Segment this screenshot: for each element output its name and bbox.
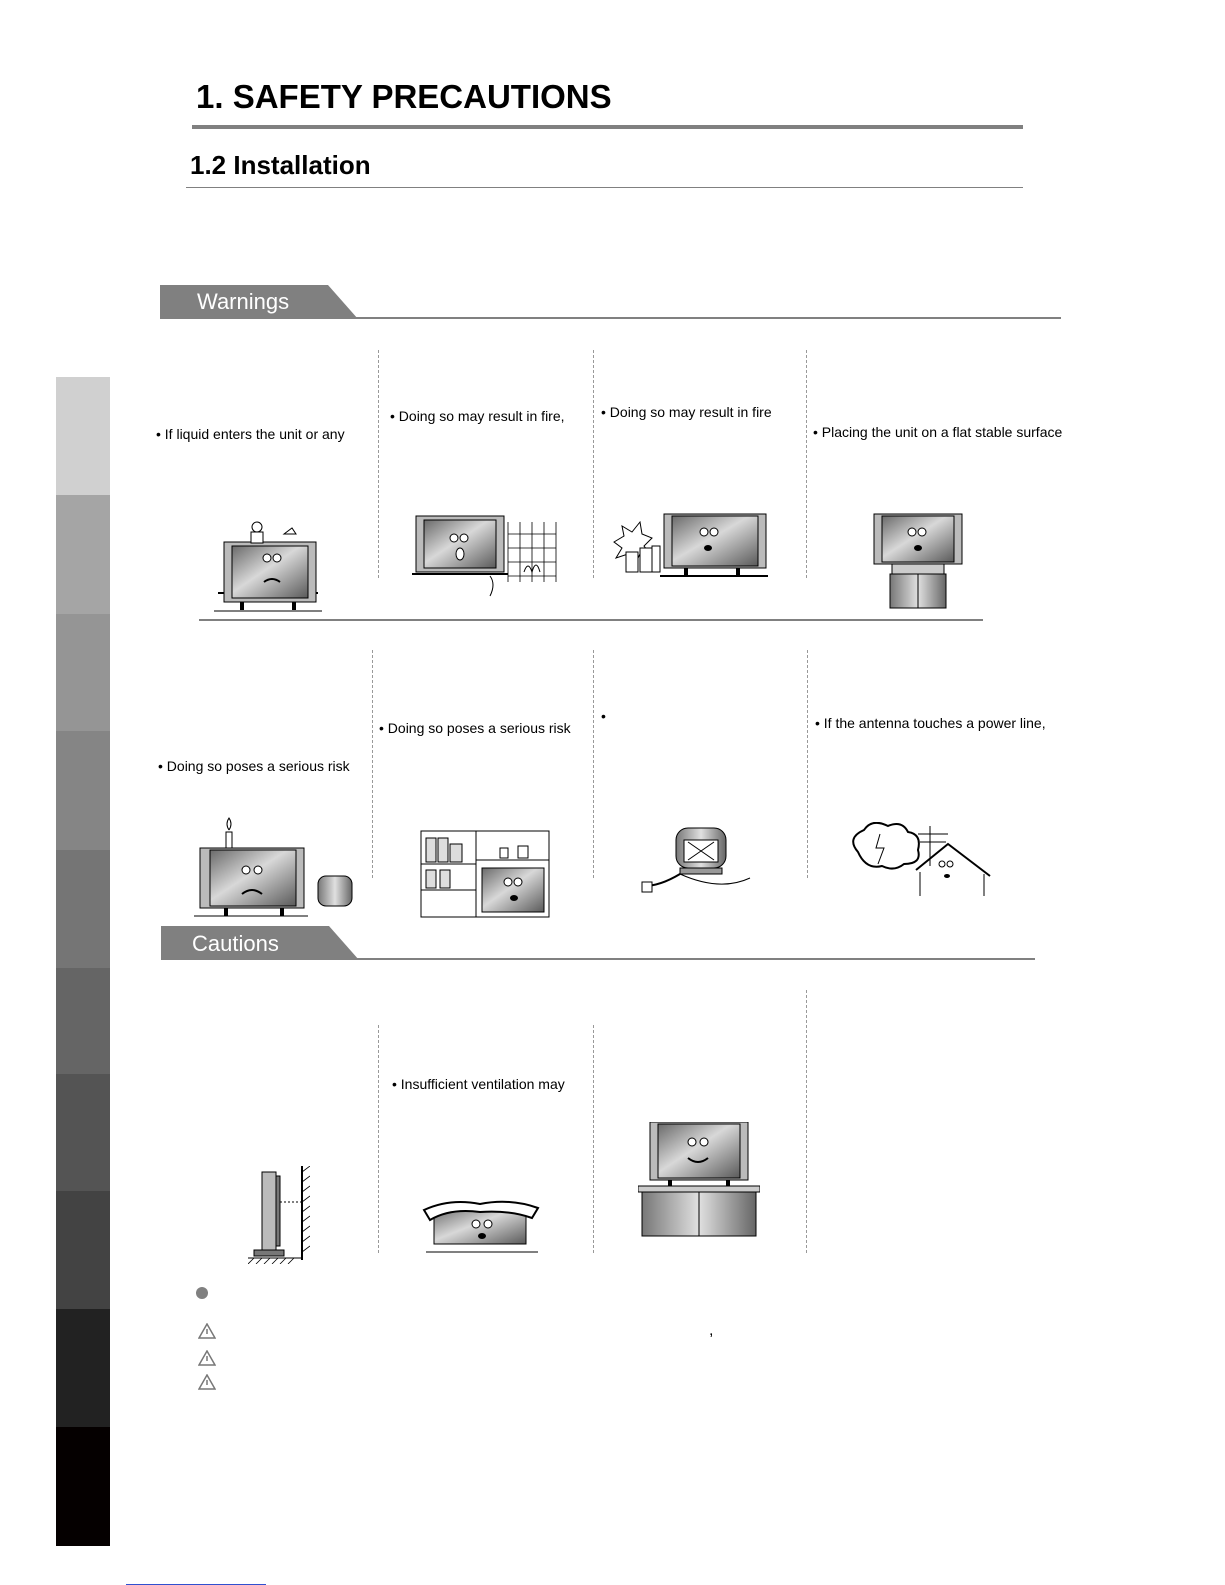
warning-item-power-cord: • bbox=[601, 708, 606, 724]
stray-comma: , bbox=[709, 1322, 714, 1339]
warning-triangle-icon bbox=[198, 1374, 216, 1390]
separator bbox=[593, 1025, 594, 1253]
tab-swatch-7 bbox=[56, 1074, 110, 1191]
warning-item-candle: • Doing so poses a serious risk bbox=[158, 758, 350, 774]
tv-on-stand-icon bbox=[872, 512, 964, 610]
tab-swatch-6 bbox=[56, 968, 110, 1074]
tv-with-vase-icon bbox=[214, 520, 329, 615]
separator bbox=[807, 650, 808, 878]
separator bbox=[378, 1025, 379, 1253]
tab-swatch-4 bbox=[56, 731, 110, 850]
separator bbox=[372, 650, 373, 878]
warnings-rule bbox=[355, 317, 1061, 319]
separator bbox=[806, 350, 807, 578]
warning-item-stable-surface: • Placing the unit on a flat stable surface bbox=[813, 424, 1063, 440]
title-rule bbox=[192, 125, 1023, 129]
tv-with-candle-heater-icon bbox=[190, 808, 358, 920]
page-title: 1. SAFETY PRECAUTIONS bbox=[196, 78, 612, 115]
caution-item-ventilation: • Insufficient ventilation may bbox=[392, 1076, 565, 1092]
warning-item-antenna: • If the antenna touches a power line, bbox=[815, 715, 1046, 731]
tab-swatch-8 bbox=[56, 1191, 110, 1309]
tv-side-wall-icon bbox=[248, 1166, 310, 1264]
tv-on-cabinet-icon bbox=[638, 1122, 760, 1238]
tab-swatch-2 bbox=[56, 495, 110, 614]
warning-item-chemicals: • Doing so may result in fire bbox=[601, 404, 772, 420]
separator bbox=[593, 650, 594, 878]
warning-item-fire: • Doing so may result in fire, bbox=[390, 408, 565, 424]
warning-triangle-icon bbox=[198, 1350, 216, 1366]
section-title: 1.2 Installation bbox=[190, 150, 371, 180]
warning-item-liquid: • If liquid enters the unit or any bbox=[156, 426, 345, 442]
row-separator bbox=[199, 619, 983, 621]
cautions-rule bbox=[356, 958, 1035, 960]
bullet-dot-icon bbox=[196, 1287, 208, 1299]
tab-swatch-5 bbox=[56, 850, 110, 968]
tv-near-water-fire-icon bbox=[408, 512, 558, 597]
cautions-label: Cautions bbox=[192, 931, 279, 956]
antenna-storm-house-icon bbox=[844, 822, 996, 898]
section-rule bbox=[186, 187, 1023, 188]
tab-swatch-3 bbox=[56, 614, 110, 731]
warnings-label: Warnings bbox=[197, 289, 290, 314]
warning-item-enclosed: • Doing so poses a serious risk bbox=[379, 720, 571, 736]
tab-swatch-1 bbox=[56, 377, 110, 495]
warning-triangle-icon bbox=[198, 1323, 216, 1339]
separator bbox=[593, 350, 594, 578]
tv-with-chemicals-icon bbox=[612, 512, 774, 582]
separator bbox=[378, 350, 379, 578]
tv-in-bookshelf-icon bbox=[420, 830, 550, 920]
separator bbox=[806, 990, 807, 1253]
heater-with-plug-icon bbox=[640, 826, 760, 902]
tab-swatch-10 bbox=[56, 1427, 110, 1546]
tv-covered-cloth-icon bbox=[420, 1198, 542, 1256]
tab-swatch-9 bbox=[56, 1309, 110, 1427]
